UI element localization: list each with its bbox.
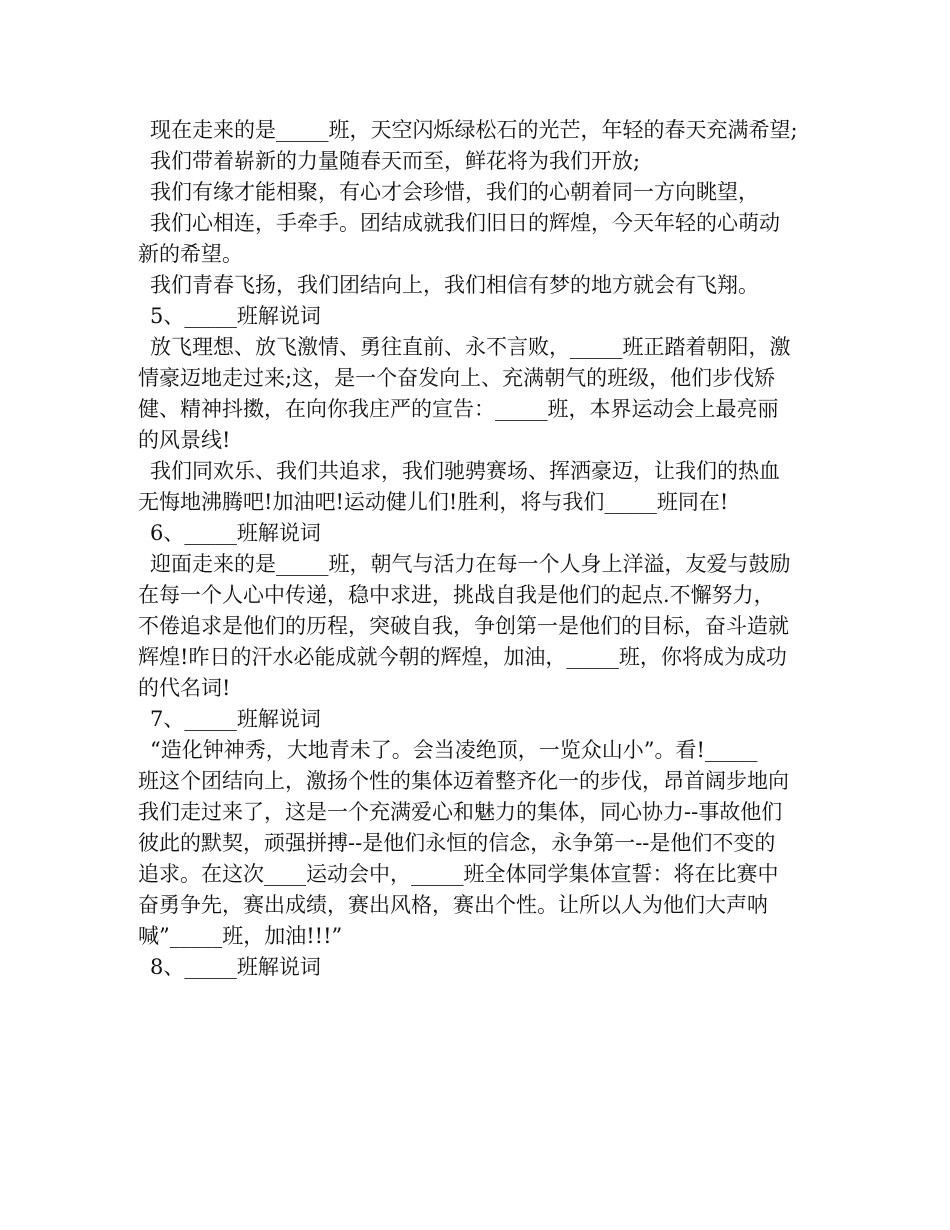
text-line: 彼此的默契，顽强拼搏--是他们永恒的信念，永争第一--是他们不变的: [138, 831, 776, 855]
text-line: 不倦追求是他们的历程，突破自我，争创第一是他们的目标，奋斗造就: [138, 614, 789, 638]
text-line: 情豪迈地走过来;这，是一个奋发向上、充满朝气的班级，他们步伐矫: [138, 366, 776, 390]
text-line: “造化钟神秀，大地青未了。会当凌绝顶，一览众山小”。看!_____: [150, 738, 758, 762]
text-line: 的代名词!: [138, 676, 231, 700]
text-line: 我们心相连，手牵手。团结成就我们旧日的辉煌，今天年轻的心萌动: [150, 211, 780, 235]
section-heading: 6、_____班解说词: [150, 521, 321, 545]
text-line: 追求。在这次____运动会中，_____班全体同学集体宣誓：将在比赛中: [138, 862, 779, 886]
text-line: 我们同欢乐、我们共追求，我们驰骋赛场、挥洒豪迈，让我们的热血: [150, 459, 780, 483]
document-body: [138, 115, 810, 983]
text-line: 在每一个人心中传递，稳中求进，挑战自我是他们的起点.不懈努力，: [138, 583, 775, 607]
text-line: 放飞理想、放飞激情、勇往直前、永不言败，_____班正踏着朝阳，激: [150, 335, 791, 359]
text-line: 我们走过来了，这是一个充满爱心和魅力的集体，同心协力--事故他们: [138, 800, 783, 824]
text-line: 现在走来的是_____班，天空闪烁绿松石的光芒，年轻的春天充满希望;: [150, 118, 798, 142]
text-line: 无悔地沸腾吧!加油吧!运动健儿们!胜利，将与我们_____班同在!: [138, 490, 729, 514]
section-heading: 7、_____班解说词: [150, 707, 321, 731]
text-line: 我们青春飞扬，我们团结向上，我们相信有梦的地方就会有飞翔。: [150, 273, 759, 297]
text-line: 的风景线!: [138, 428, 231, 452]
text-line: 健、精神抖擞，在向你我庄严的宣告：_____班，本界运动会上最亮丽: [138, 397, 779, 421]
text-line: 辉煌!昨日的汗水必能成就今朝的辉煌，加油，_____班，你将成为成功: [138, 645, 787, 669]
text-line: 我们带着崭新的力量随春天而至，鲜花将为我们开放;: [150, 149, 641, 173]
section-heading: 5、_____班解说词: [150, 304, 321, 328]
text-line: 我们有缘才能相聚，有心才会珍惜，我们的心朝着同一方向眺望，: [150, 180, 759, 204]
section-heading: 8、_____班解说词: [150, 955, 321, 979]
text-line: 班这个团结向上，激扬个性的集体迈着整齐化一的步伐，昂首阔步地向: [138, 769, 789, 793]
text-line: 迎面走来的是_____班，朝气与活力在每一个人身上洋溢，友爱与鼓励: [150, 552, 791, 576]
text-line: 喊”_____班，加油!!!”: [138, 924, 343, 948]
text-line: 奋勇争先，赛出成绩，赛出风格，赛出个性。让所以人为他们大声呐: [138, 893, 768, 917]
text-line: 新的希望。: [138, 242, 243, 266]
